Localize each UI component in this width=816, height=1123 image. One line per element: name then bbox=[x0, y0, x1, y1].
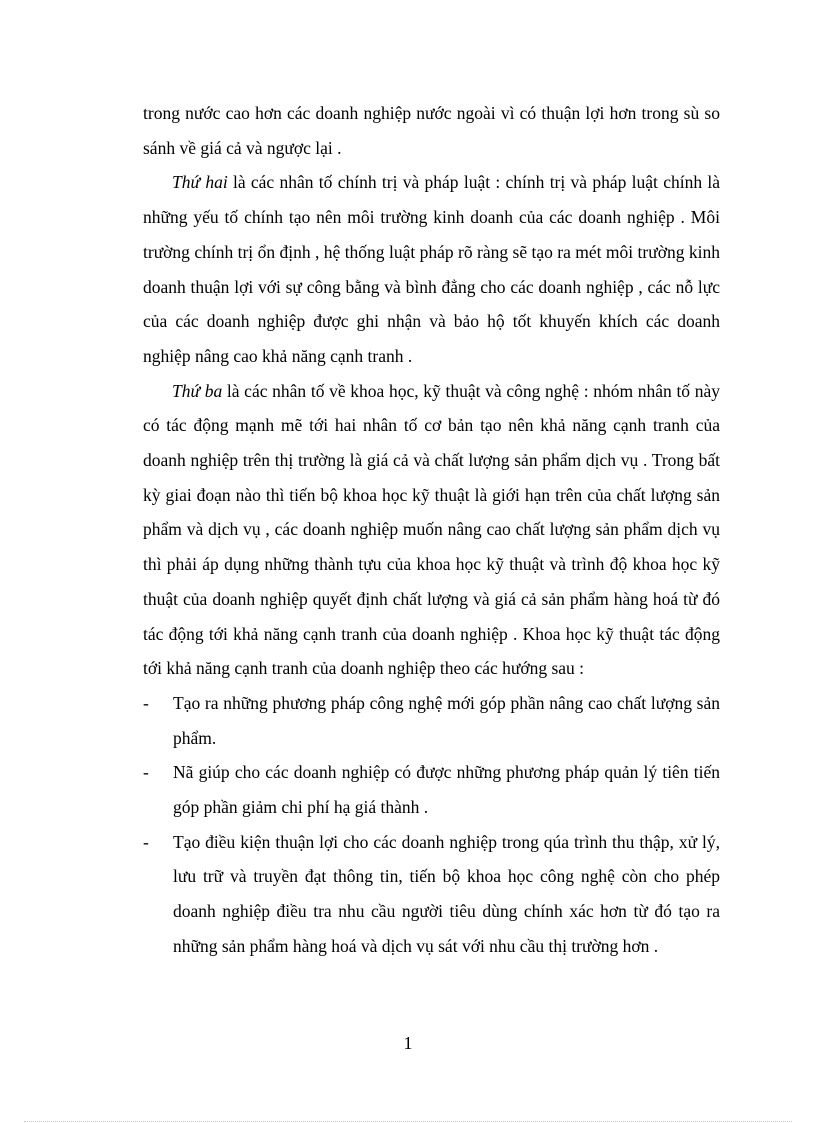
list-item bbox=[143, 825, 720, 964]
paragraph-science-technology-factors bbox=[143, 374, 720, 686]
bullet-dash: - bbox=[143, 831, 149, 852]
paragraph-text: là các nhân tố về khoa học, kỹ thuật và công nghệ : nhóm nhân tố này có tác động mạnh mẽ tới hai nhân tố cơ bản tạo nên khả năng cạnh tranh của doanh nghiệp trên thị trường là giá cả và chất lượng sản phẩm dịch vụ . Trong bất kỳ giai đoạn nào thì tiến bộ khoa học kỹ thuật là giới hạn trên của chất lượng sản phẩm và dịch vụ , các doanh nghiệp muốn nâng cao chất lượng sản phẩm dịch vụ thì phải áp dụng những thành tựu của khoa học kỹ thuật và trình độ khoa học kỹ thuật của doanh nghiệp quyết định chất lượng và giá cả sản phẩm hàng hoá từ đó tác động tới khả năng cạnh tranh của doanh nghiệp . Khoa học kỹ thuật tác động tới khả năng cạnh tranh của doanh nghiệp theo các hướng sau : bbox=[143, 380, 720, 679]
technology-impact-list bbox=[143, 686, 720, 964]
list-item bbox=[143, 686, 720, 755]
bullet-dash: - bbox=[143, 692, 149, 713]
list-item bbox=[143, 755, 720, 824]
paragraph-lead: Thứ hai bbox=[172, 172, 228, 193]
page-number: 1 bbox=[403, 1033, 413, 1053]
page-bottom-divider bbox=[24, 1121, 792, 1122]
paragraph-text: là các nhân tố chính trị và pháp luật : chính trị và pháp luật chính là những yếu tố chính tạo nên môi trường kinh doanh của các doanh nghiệp . Môi trường chính trị ổn định , hệ thống luật pháp rõ ràng sẽ tạo ra mét môi trường kinh doanh thuận lợi với sự công bằng và bình đẳng cho các doanh nghiệp , các nỗ lực của các doanh nghiệp được ghi nhận và bảo hộ tốt khuyến khích các doanh nghiệp nâng cao khả năng cạnh tranh . bbox=[143, 172, 720, 366]
paragraph-text: trong nước cao hơn các doanh nghiệp nước ngoài vì có thuận lợi hơn trong sù so sánh về giá cả và ngược lại . bbox=[143, 103, 720, 158]
paragraph-continuation bbox=[143, 96, 720, 165]
list-item-text: Nã giúp cho các doanh nghiệp có được những phương pháp quản lý tiên tiến góp phần giảm chi phí hạ giá thành . bbox=[173, 762, 720, 818]
bullet-dash: - bbox=[143, 762, 149, 783]
paragraph-political-legal-factors bbox=[143, 165, 720, 373]
list-item-text: Tạo ra những phương pháp công nghệ mới góp phần nâng cao chất lượng sản phẩm. bbox=[173, 692, 720, 748]
document-body bbox=[143, 96, 720, 964]
list-item-text: Tạo điều kiện thuận lợi cho các doanh nghiệp trong qúa trình thu thập, xử lý, lưu trữ và truyền đạt thông tin, tiến bộ khoa học công nghệ còn cho phép doanh nghiệp điều tra nhu cầu người tiêu dùng chính xác hơn từ đó tạo ra những sản phẩm hàng hoá và dịch vụ sát với nhu cầu thị trường hơn . bbox=[173, 831, 720, 956]
paragraph-lead: Thứ ba bbox=[172, 380, 223, 401]
